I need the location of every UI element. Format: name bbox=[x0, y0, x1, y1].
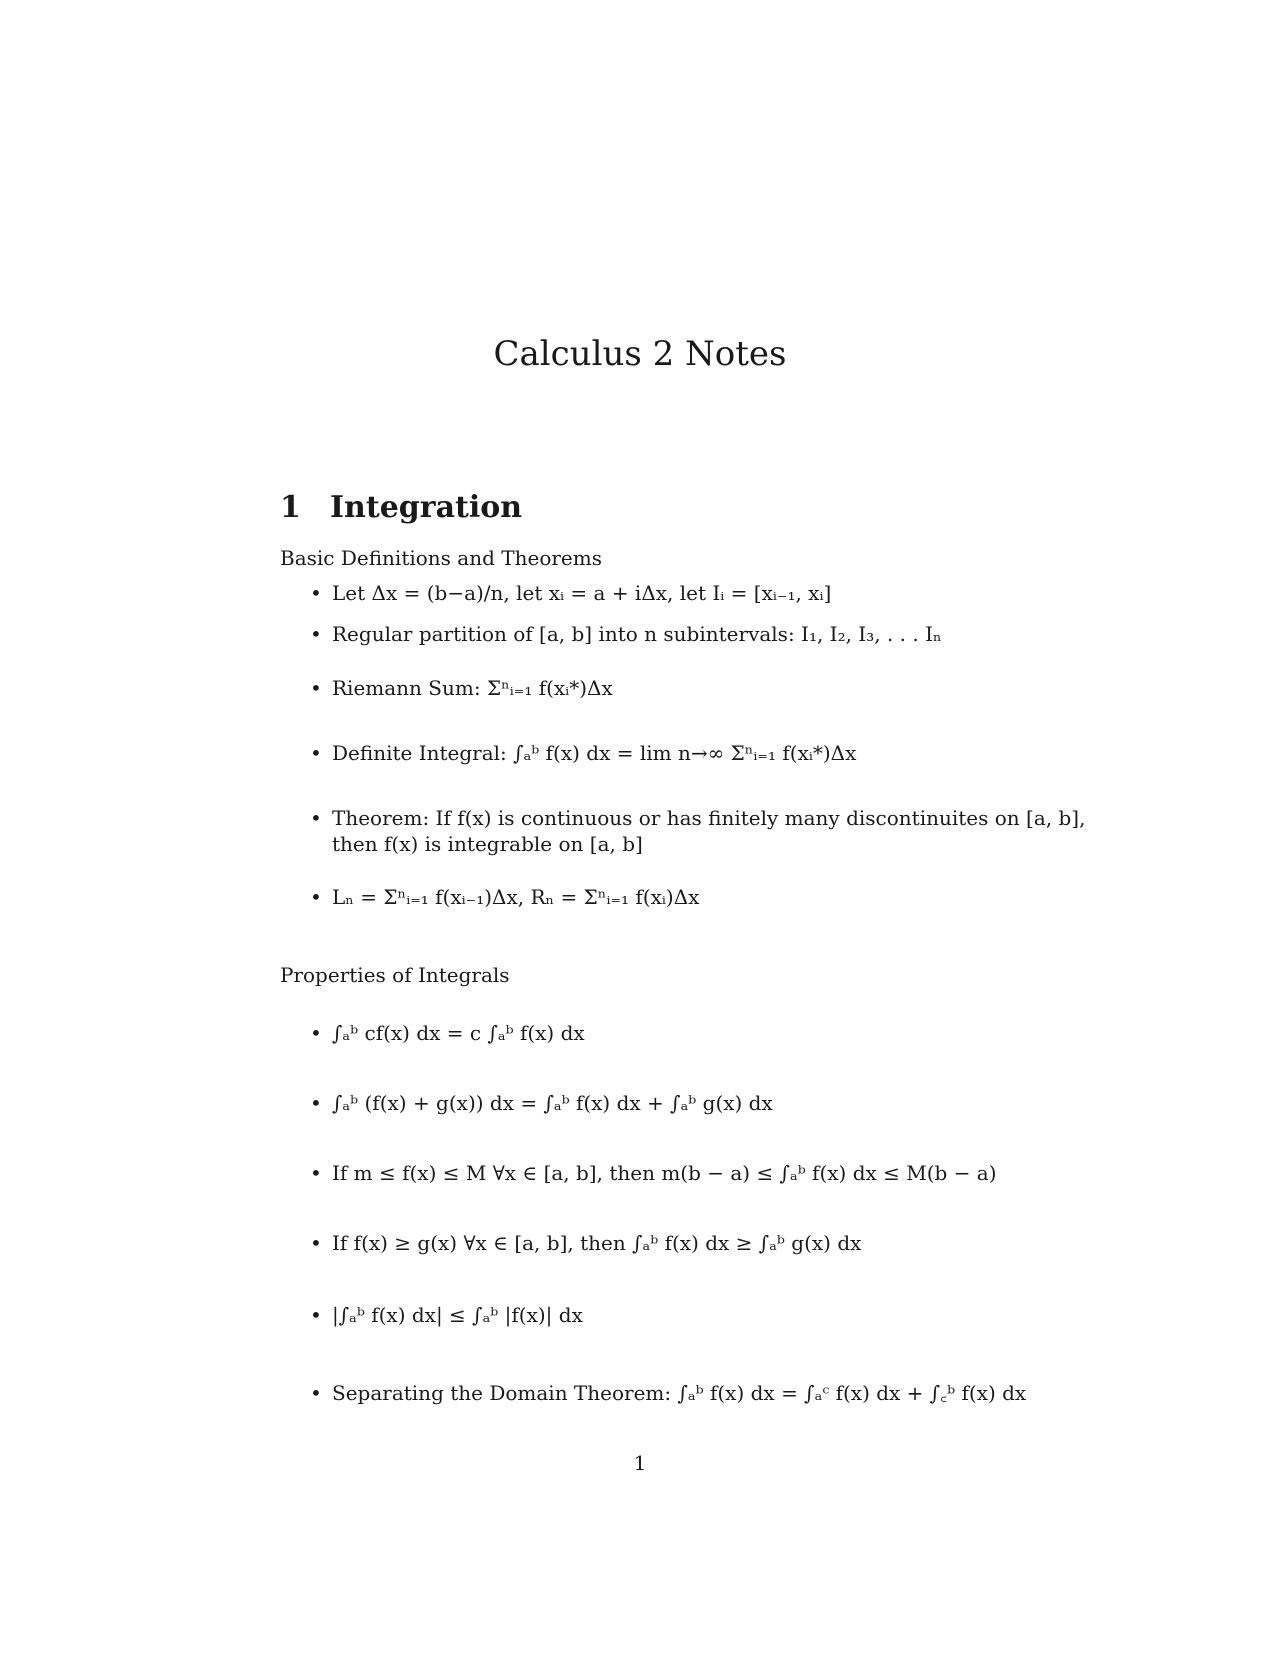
bullet-icon: • bbox=[310, 622, 322, 646]
list-item bbox=[310, 621, 942, 647]
subsection-heading-basic: Basic Definitions and Theorems bbox=[280, 546, 602, 570]
bullet-icon: • bbox=[310, 581, 322, 605]
section-title: Integration bbox=[330, 490, 523, 525]
list-item-text: Definite Integral: ∫ₐᵇ f(x) dx = lim n→∞ Σⁿᵢ₌₁ f(xᵢ*)Δx bbox=[332, 741, 857, 765]
list-item-text: Theorem: If f(x) is continuous or has finitely many discontinuites on [a, b], bbox=[332, 806, 1086, 830]
bullet-icon: • bbox=[310, 1381, 322, 1405]
bullet-icon: • bbox=[310, 1091, 322, 1115]
list-item-text: Riemann Sum: Σⁿᵢ₌₁ f(xᵢ*)Δx bbox=[332, 676, 613, 700]
list-item bbox=[310, 1380, 1026, 1406]
subsection-heading-properties: Properties of Integrals bbox=[280, 963, 510, 987]
list-item bbox=[310, 675, 613, 701]
bullet-icon: • bbox=[310, 806, 322, 830]
list-item-text: ∫ₐᵇ (f(x) + g(x)) dx = ∫ₐᵇ f(x) dx + ∫ₐᵇ g(x) dx bbox=[332, 1091, 773, 1115]
bullet-icon: • bbox=[310, 1021, 322, 1045]
list-item-text: |∫ₐᵇ f(x) dx| ≤ ∫ₐᵇ |f(x)| dx bbox=[332, 1303, 583, 1327]
bullet-icon: • bbox=[310, 1161, 322, 1185]
section-number: 1 bbox=[280, 490, 301, 525]
list-item bbox=[310, 1090, 773, 1116]
bullet-icon: • bbox=[310, 1231, 322, 1255]
list-item bbox=[310, 580, 831, 606]
list-item bbox=[310, 805, 1085, 831]
list-item-text: If f(x) ≥ g(x) ∀x ∈ [a, b], then ∫ₐᵇ f(x) dx ≥ ∫ₐᵇ g(x) dx bbox=[332, 1231, 862, 1255]
list-item bbox=[310, 1302, 583, 1328]
bullet-icon: • bbox=[310, 741, 322, 765]
list-item bbox=[310, 884, 699, 910]
bullet-icon: • bbox=[310, 676, 322, 700]
list-item-text: Lₙ = Σⁿᵢ₌₁ f(xᵢ₋₁)Δx, Rₙ = Σⁿᵢ₌₁ f(xᵢ)Δx bbox=[332, 885, 700, 909]
list-item-text: ∫ₐᵇ cf(x) dx = c ∫ₐᵇ f(x) dx bbox=[332, 1021, 585, 1045]
list-item-text: Regular partition of [a, b] into n subintervals: I₁, I₂, I₃, . . . Iₙ bbox=[332, 622, 942, 646]
page-number: 1 bbox=[633, 1451, 647, 1475]
bullet-icon: • bbox=[310, 885, 322, 909]
list-item bbox=[310, 740, 856, 766]
list-item bbox=[310, 1020, 585, 1046]
list-item bbox=[310, 1230, 861, 1256]
list-item-text: If m ≤ f(x) ≤ M ∀x ∈ [a, b], then m(b − a) ≤ ∫ₐᵇ f(x) dx ≤ M(b − a) bbox=[332, 1161, 997, 1185]
list-item-text: Separating the Domain Theorem: ∫ₐᵇ f(x) dx = ∫ₐᶜ f(x) dx + ∫꜀ᵇ f(x) dx bbox=[332, 1381, 1027, 1405]
list-item-text: Let Δx = (b−a)/n, let xᵢ = a + iΔx, let Iᵢ = [xᵢ₋₁, xᵢ] bbox=[332, 581, 832, 605]
list-item bbox=[310, 1160, 997, 1186]
section-heading bbox=[280, 490, 522, 526]
list-item-continuation: then f(x) is integrable on [a, b] bbox=[332, 832, 643, 856]
bullet-icon: • bbox=[310, 1303, 322, 1327]
document-title: Calculus 2 Notes bbox=[493, 334, 787, 374]
